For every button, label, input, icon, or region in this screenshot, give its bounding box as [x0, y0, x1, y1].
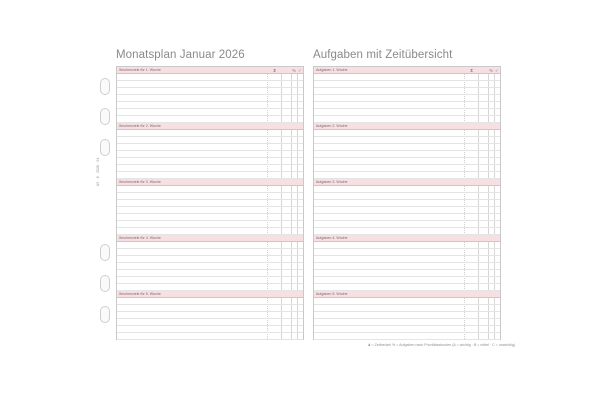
week-block	[314, 67, 500, 123]
hourglass-icon: ⧗	[273, 68, 277, 73]
writing-line[interactable]	[314, 186, 500, 193]
writing-line[interactable]	[314, 256, 500, 263]
writing-line[interactable]	[117, 319, 303, 326]
writing-line[interactable]	[117, 249, 303, 256]
check-icon: ✓	[298, 68, 302, 73]
week-label: Wochenziele für 3. Woche	[119, 180, 161, 184]
writing-line[interactable]	[117, 200, 303, 207]
writing-line[interactable]	[117, 298, 303, 305]
week-block	[117, 67, 303, 123]
writing-line[interactable]	[117, 88, 303, 95]
week-header	[117, 123, 303, 130]
writing-line[interactable]	[117, 263, 303, 270]
writing-line[interactable]	[314, 242, 500, 249]
percent-icon: %	[292, 68, 297, 73]
writing-line[interactable]	[117, 221, 303, 228]
right-planner-panel	[313, 66, 501, 340]
writing-line[interactable]	[117, 74, 303, 81]
week-block	[314, 179, 500, 235]
writing-line[interactable]	[117, 228, 303, 235]
writing-line[interactable]	[117, 305, 303, 312]
writing-line[interactable]	[314, 130, 500, 137]
writing-line[interactable]	[117, 242, 303, 249]
writing-line[interactable]	[117, 207, 303, 214]
week-label: Aufgaben 3. Woche	[316, 180, 348, 184]
writing-line[interactable]	[117, 158, 303, 165]
week-label: Aufgaben 5. Woche	[316, 292, 348, 296]
hourglass-icon: ⧗	[470, 68, 474, 73]
week-label: Wochenziele für 2. Woche	[119, 124, 161, 128]
week-block	[117, 235, 303, 291]
left-planner-panel	[116, 66, 304, 340]
week-header	[117, 291, 303, 298]
writing-line[interactable]	[314, 144, 500, 151]
writing-line[interactable]	[314, 214, 500, 221]
writing-line[interactable]	[314, 102, 500, 109]
writing-line[interactable]	[117, 186, 303, 193]
week-label: Wochenziele für 1. Woche	[119, 68, 161, 72]
week-label: Aufgaben 1. Woche	[316, 68, 348, 72]
week-header	[314, 235, 500, 242]
week-block	[117, 291, 303, 341]
writing-line[interactable]	[117, 144, 303, 151]
binder-tab	[100, 306, 110, 323]
week-header	[314, 123, 500, 130]
writing-line[interactable]	[314, 305, 500, 312]
writing-line[interactable]	[117, 102, 303, 109]
week-header	[117, 179, 303, 186]
week-label: Wochenziele für 4. Woche	[119, 236, 161, 240]
week-block	[117, 123, 303, 179]
week-block	[314, 291, 500, 341]
week-label: Aufgaben 2. Woche	[316, 124, 348, 128]
writing-line[interactable]	[314, 193, 500, 200]
writing-line[interactable]	[314, 88, 500, 95]
week-label: Aufgaben 4. Woche	[316, 236, 348, 240]
week-block	[314, 235, 500, 291]
writing-line[interactable]	[117, 326, 303, 333]
binder-tab	[100, 275, 110, 292]
week-header	[117, 67, 303, 74]
writing-line[interactable]	[314, 151, 500, 158]
week-block	[117, 179, 303, 235]
week-header	[314, 291, 500, 298]
week-header	[314, 179, 500, 186]
right-page-title: Aufgaben mit Zeitübersicht	[313, 49, 453, 61]
writing-line[interactable]	[314, 109, 500, 116]
writing-line[interactable]	[117, 270, 303, 277]
writing-line[interactable]	[117, 137, 303, 144]
writing-line[interactable]	[314, 319, 500, 326]
writing-line[interactable]	[117, 151, 303, 158]
writing-line[interactable]	[117, 165, 303, 172]
writing-line[interactable]	[117, 256, 303, 263]
writing-line[interactable]	[314, 298, 500, 305]
writing-line[interactable]	[117, 312, 303, 319]
writing-line[interactable]	[314, 74, 500, 81]
writing-line[interactable]	[314, 137, 500, 144]
percent-icon: %	[489, 68, 494, 73]
writing-line[interactable]	[314, 249, 500, 256]
writing-line[interactable]	[117, 109, 303, 116]
left-page-title: Monatsplan Januar 2026	[116, 49, 245, 61]
writing-line[interactable]	[117, 172, 303, 179]
writing-line[interactable]	[117, 333, 303, 340]
writing-line[interactable]	[314, 158, 500, 165]
week-label: Wochenziele für 5. Woche	[119, 292, 161, 296]
writing-line[interactable]	[314, 228, 500, 235]
writing-line[interactable]	[314, 277, 500, 284]
writing-line[interactable]	[117, 284, 303, 291]
week-header	[314, 67, 500, 74]
binder-tab	[100, 78, 110, 95]
binder-tab	[100, 244, 110, 261]
week-header	[117, 235, 303, 242]
writing-line[interactable]	[314, 312, 500, 319]
writing-line[interactable]	[314, 81, 500, 88]
writing-line[interactable]	[314, 116, 500, 123]
writing-line[interactable]	[314, 326, 500, 333]
writing-line[interactable]	[314, 270, 500, 277]
writing-line[interactable]	[117, 130, 303, 137]
writing-line[interactable]	[117, 277, 303, 284]
writing-line[interactable]	[314, 172, 500, 179]
writing-line[interactable]	[314, 165, 500, 172]
writing-line[interactable]	[314, 263, 500, 270]
legend-time-note: ⧗ = Zeitbedarf	[368, 343, 391, 347]
writing-line[interactable]	[117, 193, 303, 200]
check-icon: ✓	[495, 68, 499, 73]
binder-tab	[100, 139, 110, 156]
side-label: A5 · 8 · 2026 · 01	[96, 157, 100, 186]
binder-tab	[100, 108, 110, 125]
legend-percent-note: % = Aufgaben nach Prioritätsstunden (A = wichtig · B = mittel · C = unwichtig)	[392, 343, 516, 347]
writing-line[interactable]	[117, 95, 303, 102]
writing-line[interactable]	[314, 221, 500, 228]
writing-line[interactable]	[117, 116, 303, 123]
writing-line[interactable]	[314, 333, 500, 340]
writing-line[interactable]	[117, 81, 303, 88]
writing-line[interactable]	[117, 214, 303, 221]
writing-line[interactable]	[314, 207, 500, 214]
week-block	[314, 123, 500, 179]
writing-line[interactable]	[314, 284, 500, 291]
writing-line[interactable]	[314, 95, 500, 102]
writing-line[interactable]	[314, 200, 500, 207]
